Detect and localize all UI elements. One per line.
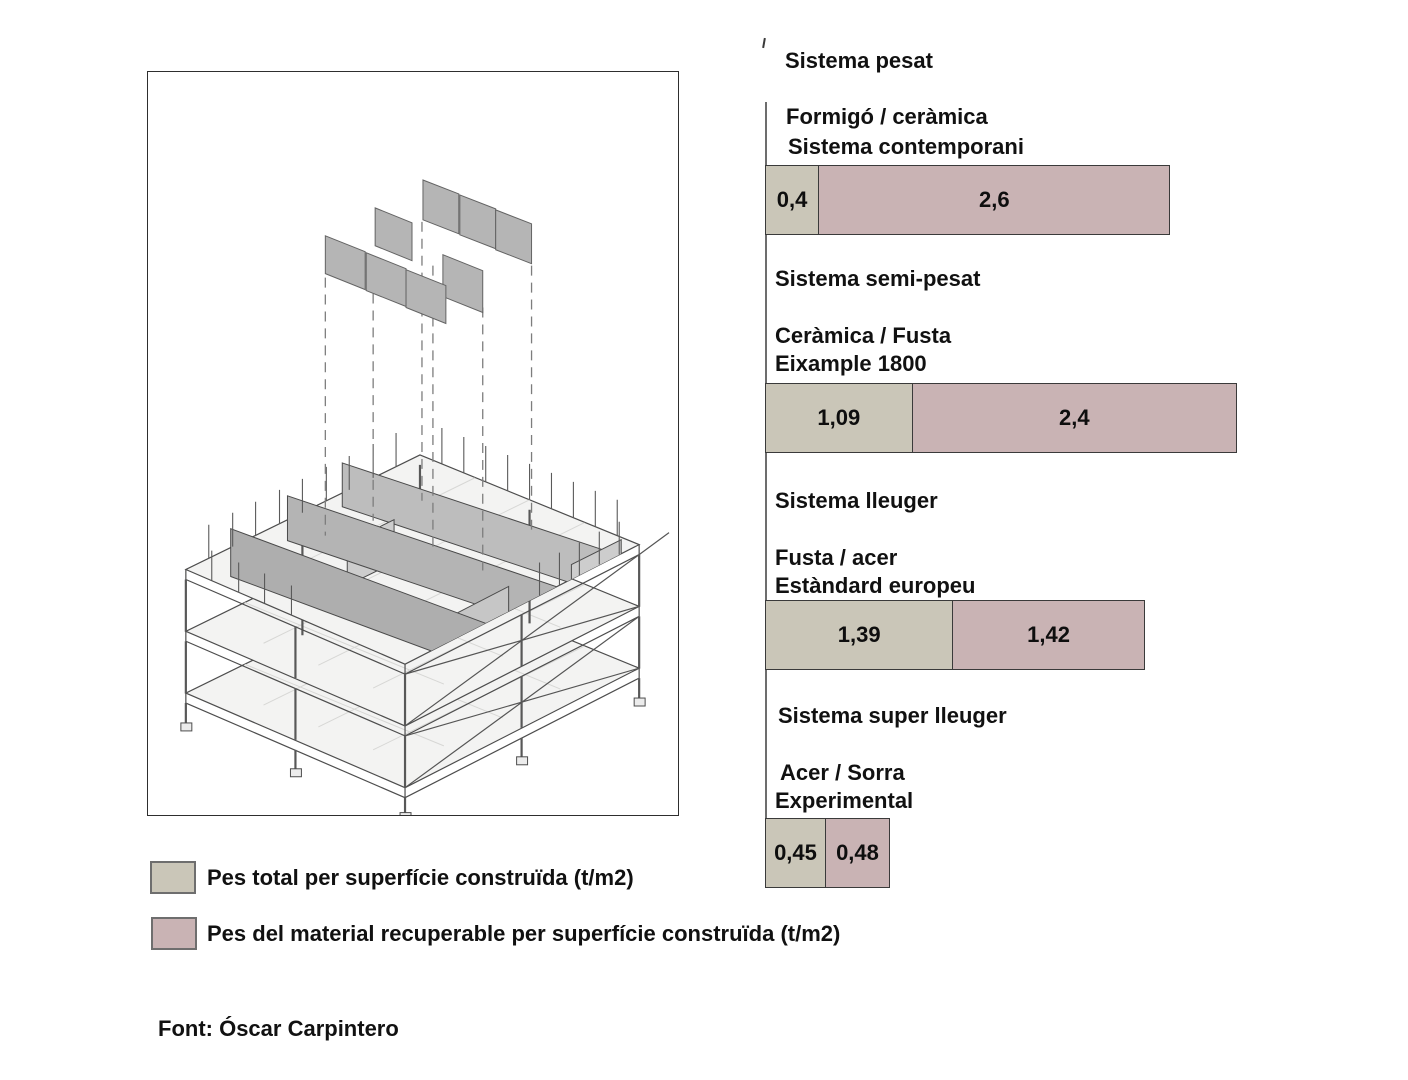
- source-note: Font: Óscar Carpintero: [158, 1016, 399, 1041]
- bar2-recoverable-segment: 2,4: [912, 383, 1237, 453]
- legend-swatch-recoverable: [151, 917, 197, 950]
- building-axonometric-drawing: [148, 72, 678, 815]
- legend-label-recoverable: Pes del material recuperable per superfície construïda (t/m2): [207, 921, 841, 946]
- group1-materials-label: Formigó / ceràmica: [786, 104, 988, 129]
- group2-reference-label: Eixample 1800: [775, 351, 927, 376]
- bar-group4: [765, 818, 890, 888]
- group1-reference-label: Sistema contemporani: [788, 134, 1024, 159]
- bar1-recoverable-segment: 2,6: [818, 165, 1170, 235]
- group3-reference-label: Estàndard europeu: [775, 573, 976, 598]
- legend-label-total: Pes total per superfície construïda (t/m2): [207, 865, 634, 890]
- axis-top-tick: [762, 38, 766, 48]
- bar-group3: [765, 600, 1145, 670]
- group4-reference-label: Experimental: [775, 788, 914, 813]
- group3-materials-label: Fusta / acer: [775, 545, 898, 570]
- bar3-total-segment: 1,39: [765, 600, 953, 670]
- bar-group2: [765, 383, 1237, 453]
- bar2-total-segment: 1,09: [765, 383, 913, 453]
- group4-materials-label: Acer / Sorra: [780, 760, 905, 785]
- legend-swatch-total: [150, 861, 196, 894]
- group4-system-title: Sistema super lleuger: [778, 703, 1007, 728]
- building-drawing-frame: [147, 71, 679, 816]
- group3-system-title: Sistema lleuger: [775, 488, 938, 513]
- bar4-recoverable-segment: 0,48: [825, 818, 890, 888]
- bar1-total-segment: 0,4: [765, 165, 819, 235]
- group1-system-title: Sistema pesat: [785, 48, 933, 73]
- group2-system-title: Sistema semi-pesat: [775, 266, 981, 291]
- group2-materials-label: Ceràmica / Fusta: [775, 323, 952, 348]
- bar4-total-segment: 0,45: [765, 818, 826, 888]
- bar-group1: [765, 165, 1170, 235]
- bar3-recoverable-segment: 1,42: [952, 600, 1144, 670]
